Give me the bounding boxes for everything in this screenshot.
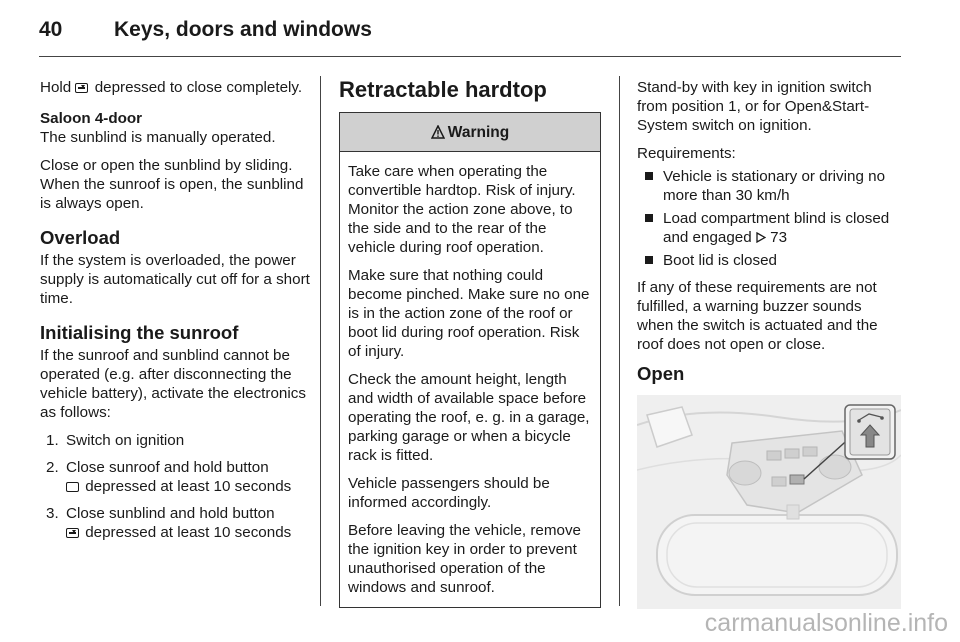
sunblind-button-icon [66, 528, 79, 538]
column-right [637, 78, 901, 609]
column-left [40, 78, 310, 550]
overhead-console-drawing [637, 395, 901, 609]
paragraph: If the sunroof and sunblind cannot be operated (e.g. after disconnecting the vehicle battery), activate the electronics as follows: [40, 347, 306, 421]
warning-paragraph: Make sure that nothing could become pinched. Make sure no one is in the action zone of the roof or boot lid during roof operation. Risk of injury. [348, 267, 590, 360]
section-heading-open: Open [637, 363, 685, 384]
paragraph: Close or open the sunblind by sliding. When the sunroof is open, the sunblind is always open. [40, 157, 304, 212]
list-item [637, 167, 901, 205]
page-reference-link[interactable]: 73 [770, 229, 788, 246]
step-text: Switch on ignition [66, 432, 185, 449]
step-text: depressed at least 10 seconds [81, 478, 292, 495]
column-middle [339, 76, 601, 608]
list-item [637, 251, 901, 270]
sunroof-button-icon [66, 482, 79, 492]
warning-paragraph: Take care when operating the convertible hardtop. Risk of injury. Monitor the action zone above, to the side and to the rear of the vehicle during roof operation. [348, 163, 576, 256]
warning-body [340, 152, 600, 607]
section-heading-initialising: Initialising the sunroof [40, 322, 239, 343]
requirement-text: Load compartment blind is closed and engaged [663, 210, 890, 246]
warning-paragraph: Before leaving the vehicle, remove the ignition key in order to prevent unauthorised operation of the windows and sunroof. [348, 522, 582, 596]
warning-paragraph: Check the amount height, length and width of available space before operating the roof, e. g. in a garage, parking garage or when a bicycle rack is fitted. [348, 371, 590, 464]
requirements-list [637, 167, 901, 270]
requirement-text: Boot lid is closed [663, 252, 777, 269]
warning-label: Warning [447, 123, 510, 141]
page-reference-arrow-icon [756, 232, 766, 243]
paragraph: If the system is overloaded, the power supply is automatically cut off for a short time. [40, 252, 310, 307]
text: Hold [40, 79, 76, 96]
step-text: Close sunblind and hold button [66, 505, 275, 522]
step-text: depressed at least 10 seconds [81, 524, 292, 541]
page-number: 40 [39, 18, 63, 41]
bullet-icon [645, 214, 653, 222]
header-divider [39, 56, 901, 57]
warning-triangle-icon [431, 125, 445, 139]
step-number: 1. [46, 432, 59, 449]
section-subheading: Saloon 4-door [40, 110, 143, 127]
bullet-icon [645, 172, 653, 180]
watermark: carmanualsonline.info [704, 609, 948, 637]
text: The sunblind is manually operated. [40, 129, 276, 146]
column-divider [619, 76, 620, 606]
text: depressed to close completely. [90, 79, 303, 96]
list-item [40, 504, 310, 542]
sunblind-button-icon [75, 83, 88, 93]
paragraph [40, 78, 310, 97]
steps-list [40, 431, 310, 542]
list-item [40, 431, 310, 450]
warning-paragraph: Vehicle passengers should be informed accordingly. [348, 475, 550, 511]
page-title: Keys, doors and windows [114, 18, 372, 41]
requirements-label: Requirements: [637, 145, 736, 162]
step-number: 3. [46, 505, 59, 522]
list-item [40, 458, 310, 496]
section-heading-hardtop: Retractable hardtop [339, 77, 547, 102]
step-number: 2. [46, 459, 59, 476]
bullet-icon [645, 256, 653, 264]
roof-switch-illustration [637, 395, 901, 609]
requirement-text: Vehicle is stationary or driving no more than 30 km/h [663, 168, 886, 204]
paragraph: If any of these requirements are not fulfilled, a warning buzzer sounds when the switch is actuated and the roof does not open or close. [637, 279, 878, 353]
warning-header [340, 113, 600, 152]
paragraph [40, 109, 310, 147]
step-text: Close sunroof and hold button [66, 459, 269, 476]
column-divider [320, 76, 321, 606]
warning-box [339, 112, 601, 608]
section-heading-overload: Overload [40, 227, 121, 248]
paragraph: Stand-by with key in ignition switch from position 1, or for Open&Start-System switch on ignition. [637, 79, 872, 134]
list-item [637, 209, 901, 247]
